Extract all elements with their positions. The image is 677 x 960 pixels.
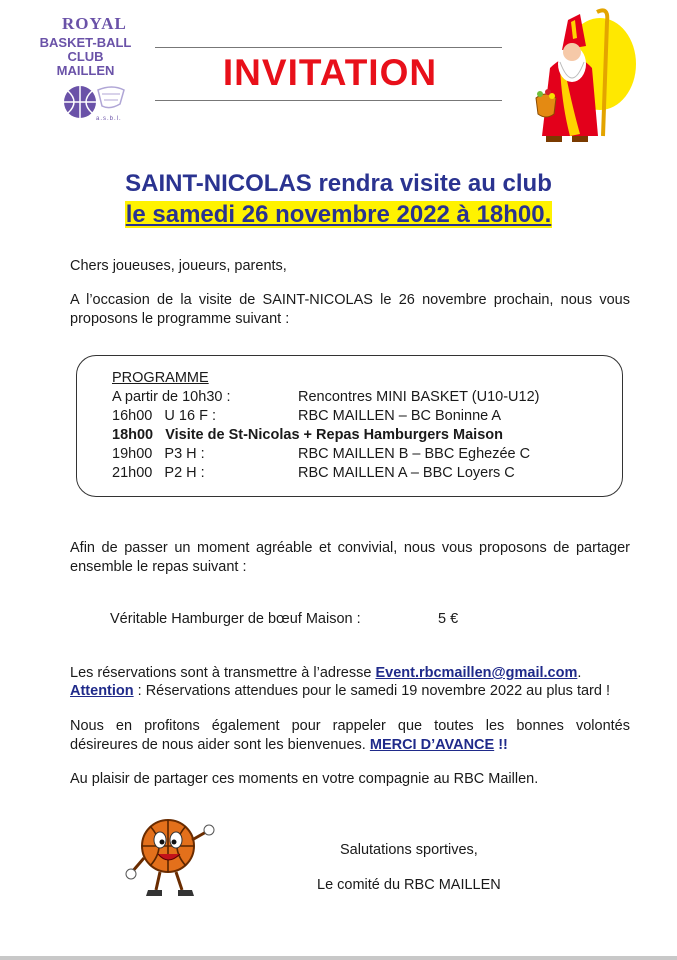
merci-davance: MERCI D’AVANCE [369, 737, 495, 753]
logo-asbl: a.s.b.l. [96, 116, 122, 122]
title-rule-bottom [155, 100, 502, 101]
menu-price: 5 € [438, 611, 459, 627]
basketball-mascot-illustration [124, 810, 224, 902]
programme-row2-event: RBC MAILLEN – BC Boninne A [298, 408, 502, 424]
programme-row2-time: 16h00 U 16 F : [112, 408, 216, 424]
volunteers-line2 [70, 737, 508, 753]
programme-row4-time: 19h00 P3 H : [112, 446, 205, 462]
volunteers-text: désireures de nous aider sont les bienvenues. [70, 737, 370, 753]
salutations: Salutations sportives, [340, 842, 478, 858]
basketball-logo-icon [50, 80, 130, 120]
programme-row5-time: 21h00 P2 H : [112, 465, 205, 481]
headline-line1: SAINT-NICOLAS rendra visite au club [125, 170, 552, 197]
programme-row1-time: A partir de 10h30 : [112, 389, 231, 405]
logo-line2: CLUB [67, 49, 104, 64]
intro-line2: proposons le programme suivant : [70, 311, 290, 327]
programme-row3-full: 18h00 Visite de St-Nicolas + Repas Hamburgers Maison [112, 427, 503, 443]
reservation-line [70, 665, 581, 681]
programme-row1-event: Rencontres MINI BASKET (U10-U12) [298, 389, 540, 405]
reservation-end: . [577, 665, 582, 681]
meal-intro-line2: ensemble le repas suivant : [70, 559, 247, 575]
menu-item: Véritable Hamburger de bœuf Maison : [110, 611, 361, 627]
programme-title: PROGRAMME [112, 370, 209, 386]
attention-text: : Réservations attendues pour le samedi 19 novembre 2022 au plus tard ! [133, 683, 610, 699]
invitation-title: INVITATION [222, 52, 438, 93]
volunteers-line1: Nous en profitons également pour rappeler que toutes les bonnes volontés [70, 718, 630, 734]
saint-nicolas-illustration [522, 6, 642, 146]
programme-row5-event: RBC MAILLEN A – BBC Loyers C [298, 465, 515, 481]
headline-line2 [0, 201, 677, 229]
logo-royal: ROYAL [62, 14, 127, 33]
page-bottom-edge [0, 956, 677, 960]
meal-intro-line1: Afin de passer un moment agréable et convivial, nous vous proposons de partager [70, 540, 630, 556]
intro-line1: A l’occasion de la visite de SAINT-NICOLAS le 26 novembre prochain, nous vous [70, 292, 630, 308]
attention-line [70, 683, 610, 699]
attention-label: Attention [70, 683, 134, 699]
closing-line: Au plaisir de partager ces moments en votre compagnie au RBC Maillen. [70, 771, 539, 787]
logo-line1: BASKET-BALL [39, 35, 132, 50]
signature: Le comité du RBC MAILLEN [317, 877, 501, 893]
programme-row4-event: RBC MAILLEN B – BBC Eghezée C [298, 446, 531, 462]
reservation-text: Les réservations sont à transmettre à l’adresse [70, 665, 376, 681]
programme-box [76, 355, 623, 497]
club-logo [38, 12, 133, 122]
logo-line3: MAILLEN [56, 63, 115, 78]
merci-bang: !! [494, 737, 508, 753]
title-rule-top [155, 47, 502, 48]
reservation-email-link[interactable]: Event.rbcmaillen@gmail.com [375, 665, 578, 681]
headline-date: le samedi 26 novembre 2022 à 18h00. [125, 201, 552, 228]
greeting: Chers joueuses, joueurs, parents, [70, 258, 287, 274]
